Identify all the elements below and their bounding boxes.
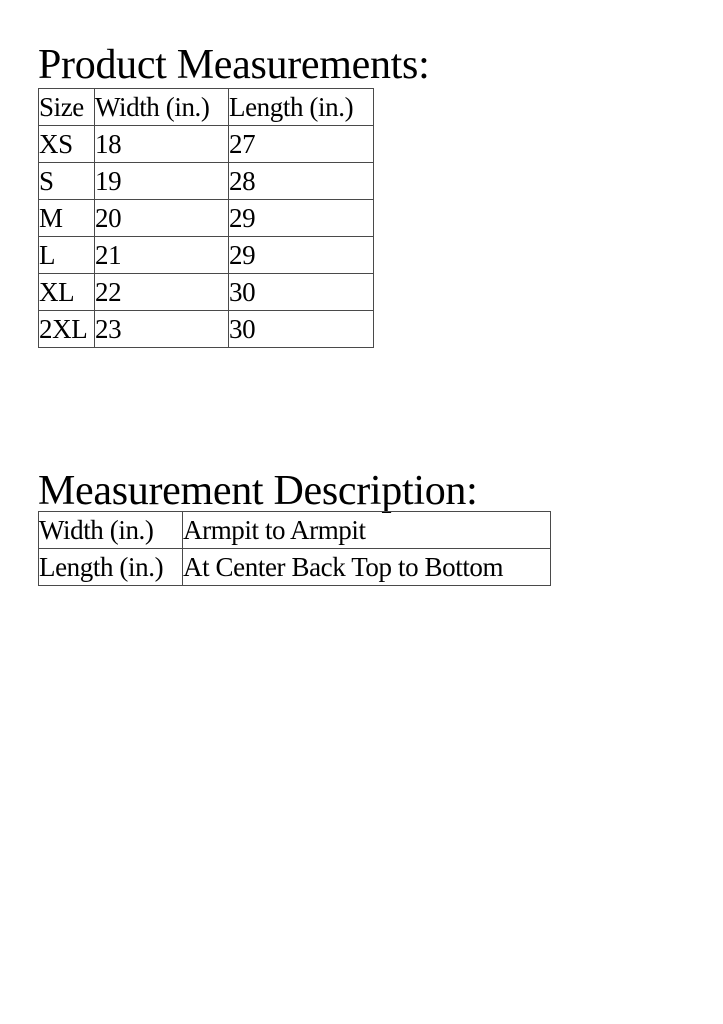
width-cell: 19	[94, 162, 228, 199]
measurement-name-cell: Width (in.)	[38, 511, 182, 548]
length-cell: 27	[228, 125, 374, 162]
width-cell: 21	[94, 236, 228, 273]
width-cell: 22	[94, 273, 228, 310]
table-row	[38, 125, 374, 162]
length-cell: 29	[228, 199, 374, 236]
table-row	[38, 236, 374, 273]
size-cell: 2XL	[38, 310, 94, 348]
size-chart-table	[38, 88, 374, 348]
length-cell: 30	[228, 310, 374, 348]
table-row	[38, 548, 551, 586]
size-cell: M	[38, 199, 94, 236]
length-cell: 30	[228, 273, 374, 310]
width-cell: 20	[94, 199, 228, 236]
table-row	[38, 273, 374, 310]
width-column-header: Width (in.)	[94, 88, 228, 125]
length-column-header: Length (in.)	[228, 88, 374, 125]
size-cell: L	[38, 236, 94, 273]
size-cell: XL	[38, 273, 94, 310]
table-header-row	[38, 88, 374, 125]
length-cell: 29	[228, 236, 374, 273]
width-cell: 18	[94, 125, 228, 162]
product-measurements-heading: Product Measurements:	[38, 42, 430, 88]
table-row	[38, 199, 374, 236]
measurement-description-heading: Measurement Description:	[38, 468, 478, 514]
table-row	[38, 511, 551, 548]
width-cell: 23	[94, 310, 228, 348]
size-cell: S	[38, 162, 94, 199]
table-row	[38, 162, 374, 199]
measurement-definition-cell: Armpit to Armpit	[182, 511, 551, 548]
length-cell: 28	[228, 162, 374, 199]
size-cell: XS	[38, 125, 94, 162]
size-column-header: Size	[38, 88, 94, 125]
measurement-name-cell: Length (in.)	[38, 548, 182, 586]
measurement-definition-cell: At Center Back Top to Bottom	[182, 548, 551, 586]
table-row	[38, 310, 374, 348]
measurement-description-table	[38, 511, 551, 586]
